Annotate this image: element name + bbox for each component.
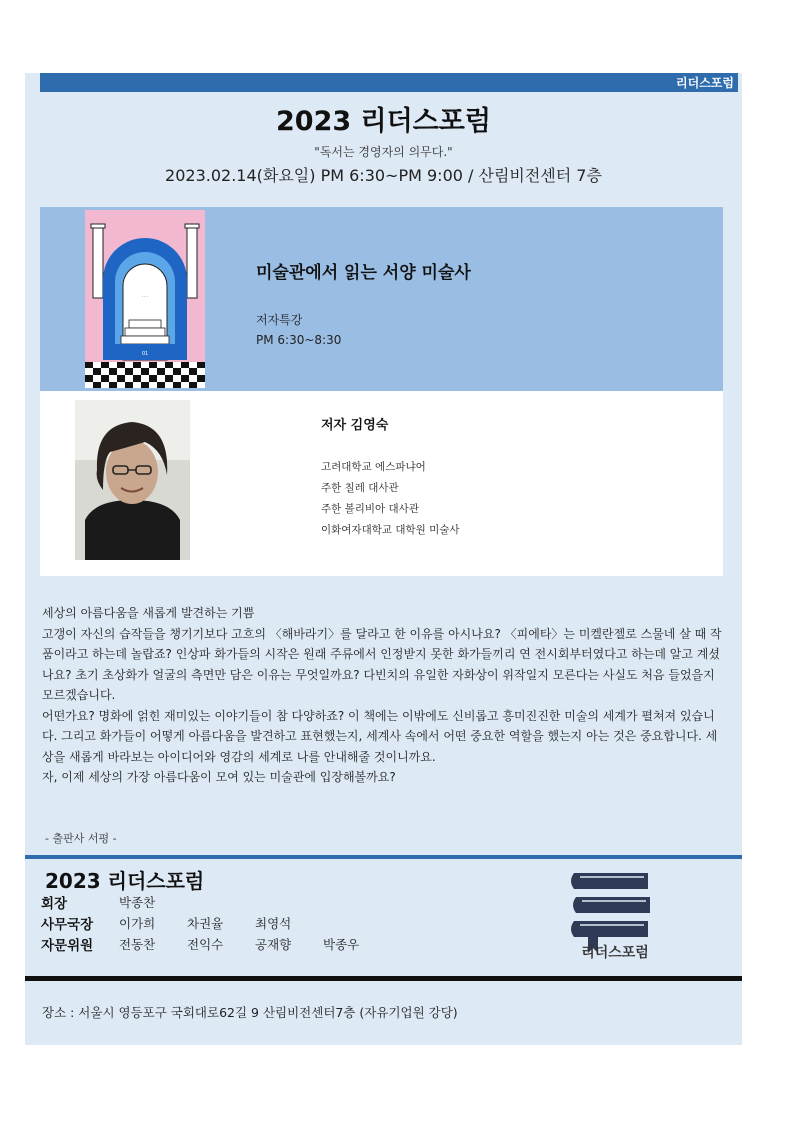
role-label: 자문위원 bbox=[41, 938, 94, 954]
author-photo bbox=[75, 400, 190, 560]
book-cover-image bbox=[85, 210, 205, 388]
description-paragraph: 자, 이제 세상의 가장 아름다움이 모여 있는 미술관에 입장해볼까요? bbox=[42, 770, 396, 784]
event-schedule: 2023.02.14(화요일) PM 6:30~PM 9:00 / 산림비전센터 7층 bbox=[165, 166, 602, 185]
member-name: 전동찬 bbox=[119, 937, 156, 952]
member-row bbox=[41, 913, 401, 934]
top-bar bbox=[40, 73, 738, 92]
member-list bbox=[41, 892, 401, 955]
member-name: 이가희 bbox=[119, 916, 156, 931]
svg-text:· · ·: · · · bbox=[141, 294, 149, 299]
description-paragraph: 어떤가요? 명화에 얽힌 재미있는 이야기들이 참 다양하죠? 이 책에는 이밖에도 신비롭고 흥미진진한 미술의 세계가 펼쳐져 있습니다. 그리고 화가들이 어떻게 아름다움을 발견하고 표현했는지, 세계사 속에서 어떤 중요한 역할을 했는지 아는 것은 중요합니다. 세상을 새롭게 바라보는 아이디어와 영감의 세계로 나를 안내해줄 것이니까요. bbox=[42, 708, 718, 764]
book-title: 미술관에서 읽는 서양 미술사 bbox=[256, 263, 471, 283]
top-bar-label: 리더스포럼 bbox=[676, 76, 734, 90]
author-bio-item: 고려대학교 에스파냐어 bbox=[321, 461, 426, 473]
flyer-page bbox=[25, 73, 742, 1045]
author-bio-item: 주한 칠레 대사관 bbox=[321, 482, 399, 494]
member-row bbox=[41, 934, 401, 955]
lecture-type: 저자특강 bbox=[256, 313, 303, 327]
logo-text: 리더스포럼 bbox=[581, 945, 649, 961]
review-source: - 출판사 서평 - bbox=[45, 832, 117, 845]
member-name: 차권율 bbox=[187, 916, 224, 931]
author-name: 저자 김영숙 bbox=[321, 418, 389, 433]
author-bio-item: 주한 볼리비아 대사관 bbox=[321, 503, 419, 515]
section-divider bbox=[25, 855, 742, 859]
author-bio-item: 이화여자대학교 대학원 미술사 bbox=[321, 524, 460, 536]
lecture-time: PM 6:30~8:30 bbox=[256, 333, 342, 347]
quote-text: "독서는 경영자의 의무다." bbox=[314, 145, 453, 159]
page-title: 2023 리더스포럼 bbox=[276, 106, 491, 137]
author-bio bbox=[321, 457, 460, 541]
footer-divider bbox=[25, 976, 742, 981]
role-label: 사무국장 bbox=[41, 917, 94, 933]
description-paragraph: 세상의 아름다움을 새롭게 발견하는 기쁨 bbox=[42, 606, 255, 620]
book-description bbox=[42, 603, 722, 788]
member-name: 박종우 bbox=[323, 937, 360, 952]
member-row bbox=[41, 892, 401, 913]
description-paragraph: 고갱이 자신의 습작들을 챙기기보다 고흐의 〈해바라기〉를 달라고 한 이유를 아시나요? 〈피에타〉는 미켈란젤로 스물네 살 때 작품이라고 하는데 놀랍죠? 인상파 화가들의 시작은 원래 주류에서 인정받지 못한 화가들끼리 연 전시회부터였다고 하는데 알고 계셨나요? 초기 초상화가 얼굴의 측면만 담은 이유는 무엇일까요? 다빈치의 유일한 자화상이 위작일지 모른다는 사실도 처음 들었을지 모르겠습니다. bbox=[42, 626, 722, 702]
member-name: 박종찬 bbox=[119, 895, 156, 910]
member-name: 공재향 bbox=[255, 937, 292, 952]
member-name: 전익수 bbox=[187, 937, 224, 952]
cover-number: 01 bbox=[141, 351, 149, 357]
role-label: 회장 bbox=[41, 896, 68, 912]
venue-address: 장소 : 서울시 영등포구 국회대로62길 9 산림비전센터7층 (자유기업원 강당) bbox=[42, 1005, 458, 1020]
organization-title: 2023 리더스포럼 bbox=[45, 869, 205, 893]
member-name: 최영석 bbox=[255, 916, 292, 931]
